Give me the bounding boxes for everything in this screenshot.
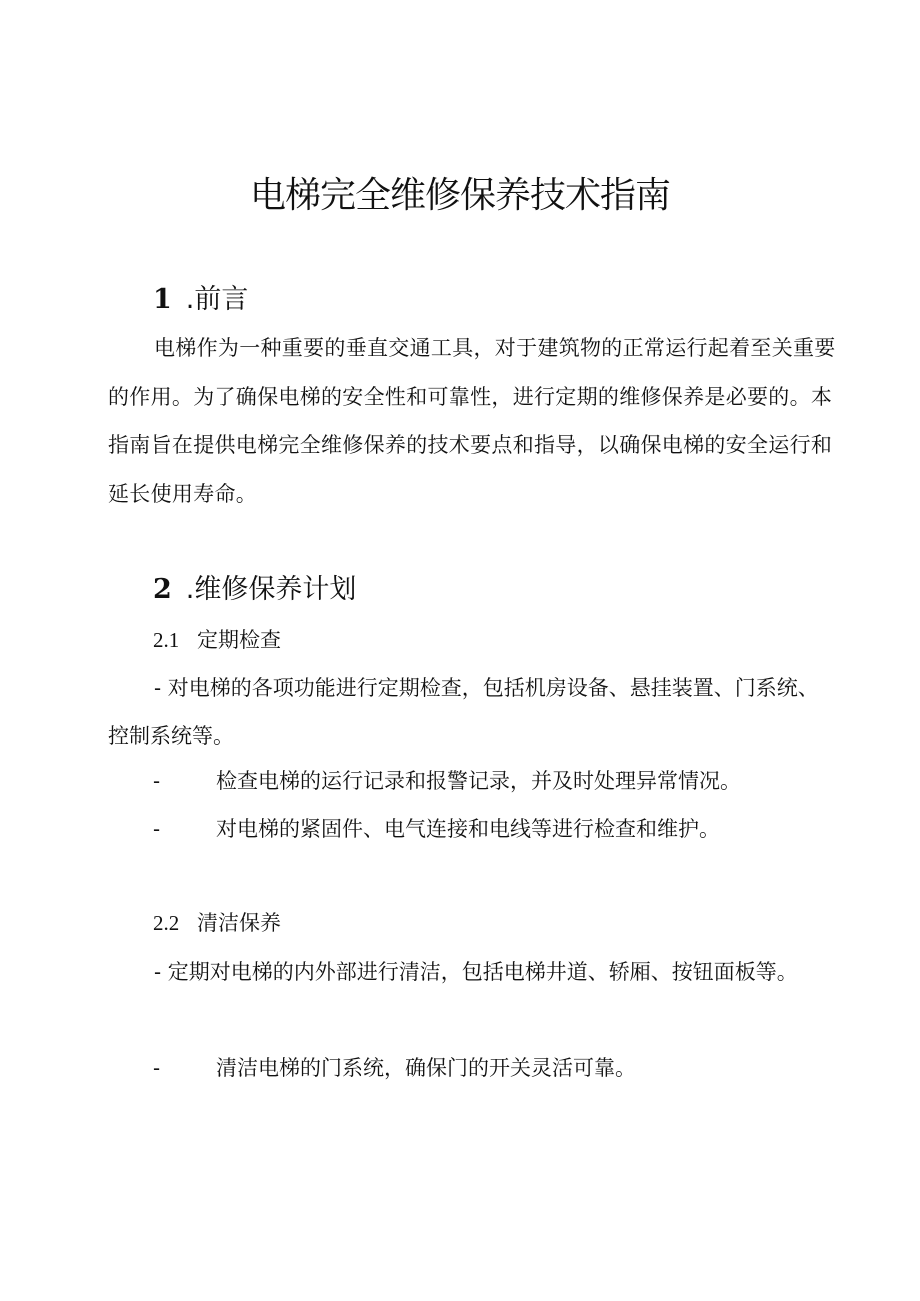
subsection-2-2-title: 清洁保养 [197, 911, 281, 935]
list-item [153, 1053, 636, 1083]
subsection-2-1-number: 2.1 [153, 628, 180, 652]
subsection-2-2-number: 2.2 [153, 911, 180, 935]
section-2-title: .维修保养计划 [185, 574, 357, 605]
document-title: 电梯完全维修保养技术指南 [249, 175, 670, 216]
subsection-2-2-heading [153, 908, 281, 938]
list-item [153, 766, 741, 796]
dash-marker: - [153, 1056, 161, 1080]
section-1-heading [153, 282, 248, 318]
list-item [153, 814, 720, 844]
section-1-paragraph: 电梯作为一种重要的垂直交通工具，对于建筑物的正常运行起着至关重要的作用。为了确保电梯的安全性和可靠性，进行定期的维修保养是必要的。本指南旨在提供电梯完全维修保养的技术要点和指导，以确保电梯的安全运行和延长使用寿命。 [108, 336, 836, 506]
dash-marker: - [153, 817, 161, 841]
dash-marker: - [153, 769, 161, 793]
list-item-text: 检查电梯的运行记录和报警记录，并及时处理异常情况。 [216, 769, 741, 793]
section-1-number: 1 [153, 284, 172, 315]
section-2-heading [153, 572, 356, 608]
list-item: - 对电梯的各项功能进行定期检查，包括机房设备、悬挂装置、门系统、控制系统等。 [108, 676, 819, 748]
list-item: - 定期对电梯的内外部进行清洁，包括电梯井道、轿厢、按钮面板等。 [154, 960, 798, 984]
list-item-text: 清洁电梯的门系统，确保门的开关灵活可靠。 [216, 1056, 636, 1080]
list-item-text: 对电梯的紧固件、电气连接和电线等进行检查和维护。 [216, 817, 720, 841]
section-2-number: 2 [153, 574, 172, 605]
section-1-title: .前言 [185, 284, 249, 315]
subsection-2-1-title: 定期检查 [197, 628, 281, 652]
subsection-2-1-heading [153, 625, 281, 655]
